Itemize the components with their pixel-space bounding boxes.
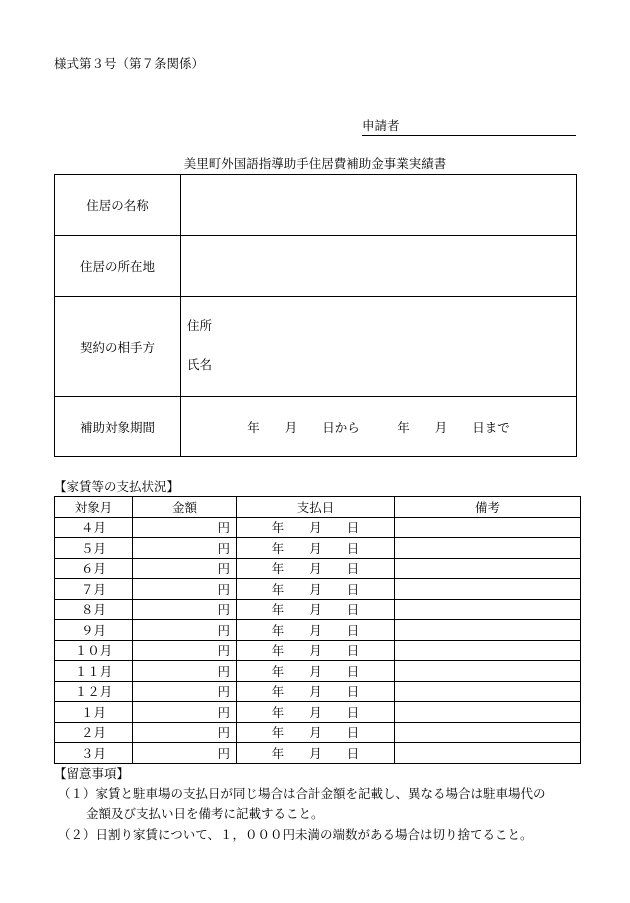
remarks-cell[interactable] [395,620,581,641]
contract-party-field[interactable] [181,297,577,397]
amount-cell[interactable]: 円 [133,743,237,764]
header-month: 対象月 [55,497,133,518]
period-label: 補助対象期間 [55,397,181,457]
month-cell: ５月 [55,538,133,559]
month-cell: ２月 [55,722,133,743]
remarks-cell[interactable] [395,517,581,538]
remarks-cell[interactable] [395,558,581,579]
party-name-label: 氏名 [187,357,213,372]
month-cell: １月 [55,702,133,723]
payment-date-cell[interactable]: 年 月 日 [237,620,395,641]
remarks-cell[interactable] [395,599,581,620]
month-cell: ８月 [55,599,133,620]
remarks-cell[interactable] [395,579,581,600]
amount-cell[interactable]: 円 [133,702,237,723]
form-number: 様式第３号（第７条関係） [54,56,205,71]
residence-address-field[interactable] [181,236,577,297]
payment-row [55,538,581,559]
header-amount: 金額 [133,497,237,518]
remarks-cell[interactable] [395,661,581,682]
contract-party-label: 契約の相手方 [55,297,181,397]
payment-date-cell[interactable]: 年 月 日 [237,599,395,620]
amount-cell[interactable]: 円 [133,661,237,682]
payment-row [55,620,581,641]
header-remarks: 備考 [395,497,581,518]
payment-row [55,517,581,538]
payment-date-cell[interactable]: 年 月 日 [237,681,395,702]
month-cell: １０月 [55,640,133,661]
remarks-cell[interactable] [395,722,581,743]
amount-cell[interactable]: 円 [133,599,237,620]
month-cell: ４月 [55,517,133,538]
payment-date-cell[interactable]: 年 月 日 [237,702,395,723]
amount-cell[interactable]: 円 [133,538,237,559]
payment-date-cell[interactable]: 年 月 日 [237,558,395,579]
amount-cell[interactable]: 円 [133,558,237,579]
note-2: （２）日割り家賃について、１，０００円未満の端数がある場合は切り捨てること。 [58,827,533,842]
applicant-label: 申請者 [362,116,576,136]
remarks-cell[interactable] [395,681,581,702]
remarks-cell[interactable] [395,743,581,764]
note-1-line-1: 家賃と駐車場の支払日が同じ場合は合計金額を記載し、異なる場合は駐車場代の [95,786,546,801]
payment-table [54,496,581,764]
info-table [54,174,577,457]
amount-cell[interactable]: 円 [133,517,237,538]
amount-cell[interactable]: 円 [133,640,237,661]
amount-cell[interactable]: 円 [133,579,237,600]
residence-name-label: 住居の名称 [55,175,181,236]
payment-row [55,640,581,661]
amount-cell[interactable]: 円 [133,722,237,743]
payment-date-cell[interactable]: 年 月 日 [237,640,395,661]
payment-date-cell[interactable]: 年 月 日 [237,743,395,764]
payment-row [55,599,581,620]
note-1-prefix: （１） [58,786,96,801]
residence-name-field[interactable] [181,175,577,236]
payment-date-cell[interactable]: 年 月 日 [237,579,395,600]
payment-date-cell[interactable]: 年 月 日 [237,661,395,682]
notes-section-title: 【留意事項】 [54,766,130,781]
period-field[interactable]: 年 月 日から 年 月 日まで [181,397,577,457]
month-cell: １２月 [55,681,133,702]
payment-row [55,743,581,764]
note-1-line-2: 金額及び支払い日を備考に記載すること。 [86,806,324,821]
remarks-cell[interactable] [395,640,581,661]
month-cell: １１月 [55,661,133,682]
payment-date-cell[interactable]: 年 月 日 [237,517,395,538]
payment-row [55,661,581,682]
remarks-cell[interactable] [395,538,581,559]
month-cell: ３月 [55,743,133,764]
payment-date-cell[interactable]: 年 月 日 [237,538,395,559]
payment-row [55,558,581,579]
amount-cell[interactable]: 円 [133,681,237,702]
payment-row [55,722,581,743]
document-title: 美里町外国語指導助手住居費補助金事業実績書 [183,156,447,171]
remarks-cell[interactable] [395,702,581,723]
payment-date-cell[interactable]: 年 月 日 [237,722,395,743]
residence-address-label: 住居の所在地 [55,236,181,297]
payment-section-title: 【家賃等の支払状況】 [54,479,180,494]
header-payment-date: 支払日 [237,497,395,518]
note-1 [58,784,588,824]
payment-row [55,579,581,600]
party-address-label: 住所 [187,318,213,333]
payment-row [55,681,581,702]
payment-row [55,702,581,723]
month-cell: ６月 [55,558,133,579]
amount-cell[interactable]: 円 [133,620,237,641]
month-cell: ７月 [55,579,133,600]
month-cell: ９月 [55,620,133,641]
